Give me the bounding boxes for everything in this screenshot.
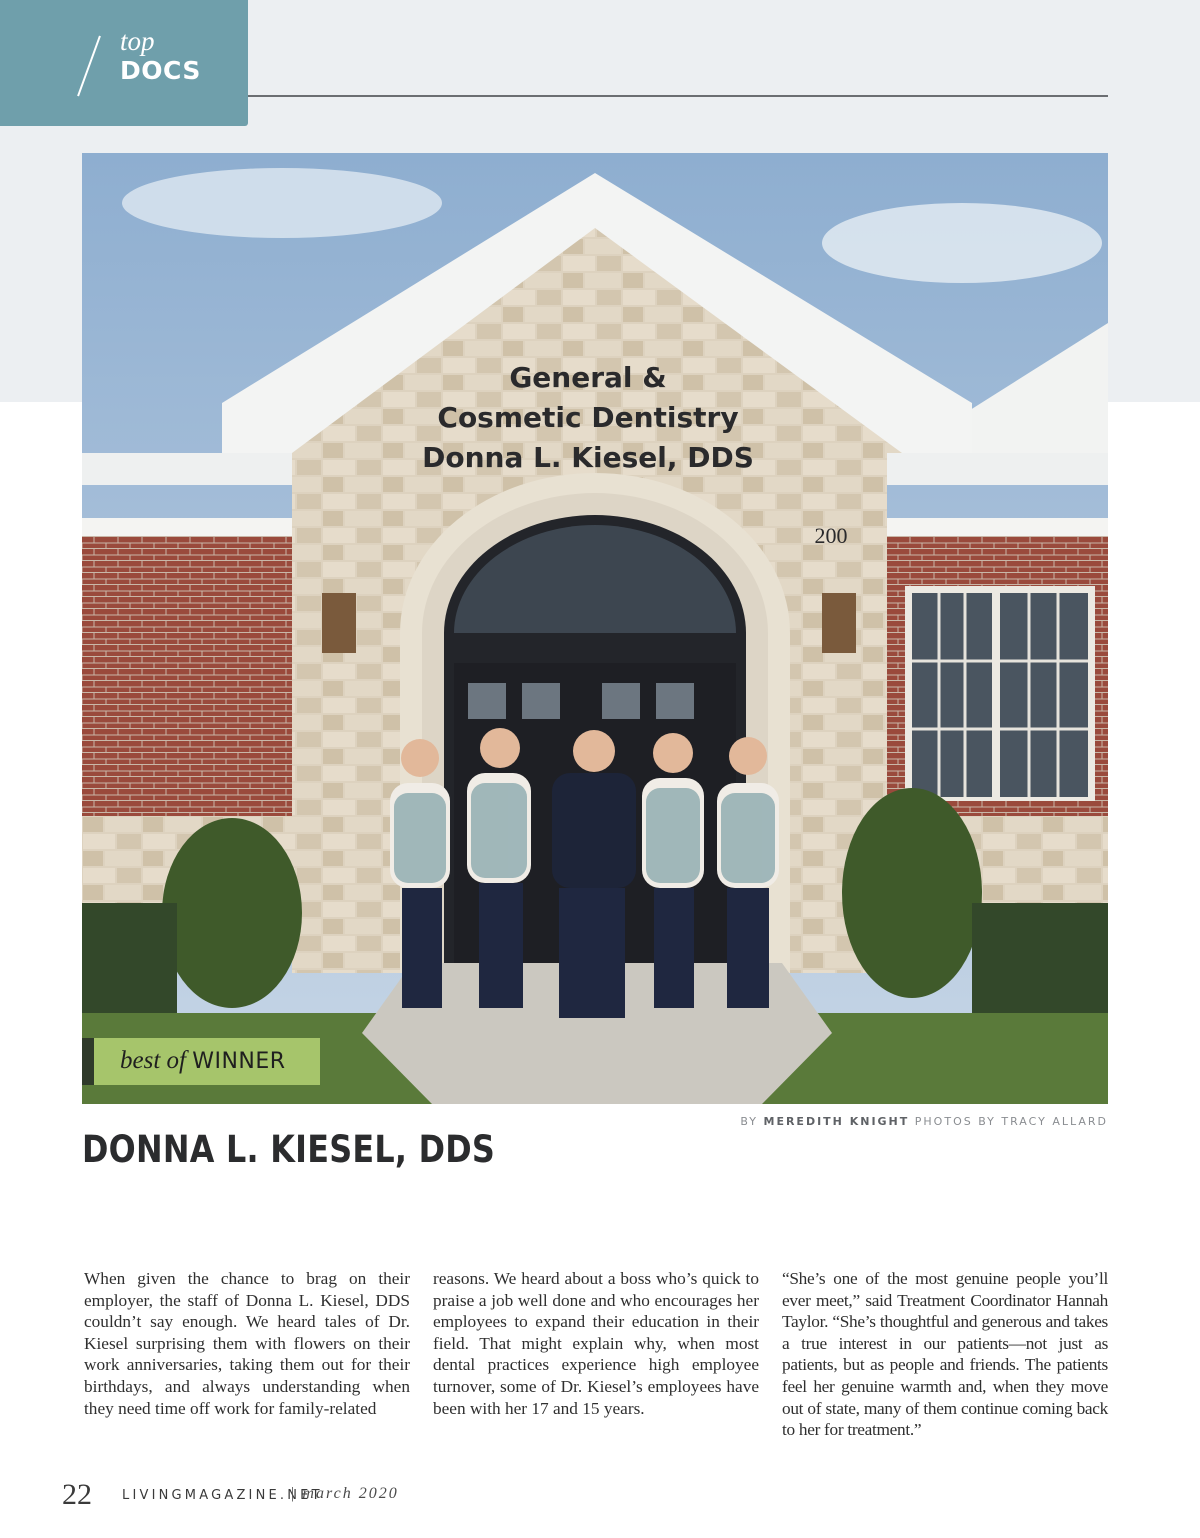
article-headline: DONNA L. KIESEL, DDS — [82, 1128, 496, 1171]
sign-line-2: Cosmetic Dentistry — [437, 401, 739, 434]
byline-by-label: BY — [740, 1115, 758, 1128]
section-tab — [0, 0, 248, 126]
section-label-docs: DOCS — [120, 56, 201, 85]
sign-line-3: Donna L. Kiesel, DDS — [422, 441, 754, 474]
section-slash-divider — [77, 36, 101, 97]
right-lantern — [822, 593, 856, 653]
byline-credits — [740, 1115, 1108, 1128]
photo-credit: PHOTOS BY TRACY ALLARD — [914, 1115, 1108, 1128]
header-rule — [248, 95, 1108, 97]
byline-author: MEREDITH KNIGHT — [763, 1115, 910, 1128]
body-column-1: When given the chance to brag on their employer, the staff of Donna L. Kiesel, DDS couldn’t say enough. We heard tales of Dr. Kiesel surprising them with flowers on their work anniversaries, taking them out for their birthdays, and always understanding when they need time off work for family-related — [84, 1269, 410, 1418]
badge-accent-bar — [82, 1038, 94, 1085]
badge-italic-text: best of — [120, 1047, 186, 1074]
best-of-winner-badge — [82, 1038, 320, 1085]
badge-bold-text: WINNER — [192, 1049, 286, 1074]
sign-line-1: General & — [509, 361, 667, 394]
section-label-top: top — [120, 26, 155, 56]
office-building-illustration — [82, 153, 1108, 1104]
feature-photo — [82, 153, 1108, 1104]
body-column-2: reasons. We heard about a boss who’s quick to praise a job well done and who encourages her employees to expand their education in their field. That might explain why, when most dental practices experience high employee turnover, some of Dr. Kiesel’s employees have been with her 17 and 15 years. — [433, 1269, 759, 1418]
badge-text — [120, 1048, 286, 1073]
left-lantern — [322, 593, 356, 653]
address-number: 200 — [814, 523, 848, 548]
page-number: 22 — [62, 1478, 92, 1511]
footer-issue-date: | march 2020 — [290, 1485, 399, 1502]
body-column-3: “She’s one of the most genuine people you’ll ever meet,” said Treatment Coordinator Hannah Taylor. “She’s thoughtful and generous and takes a true interest in our patients—not just as patients, but as people and friends. The patients feel her genuine warmth and, when they move out of state, many of them continue coming back to her for treatment.” — [782, 1269, 1108, 1440]
footer-site-name: LIVINGMAGAZINE.NET — [122, 1488, 323, 1503]
